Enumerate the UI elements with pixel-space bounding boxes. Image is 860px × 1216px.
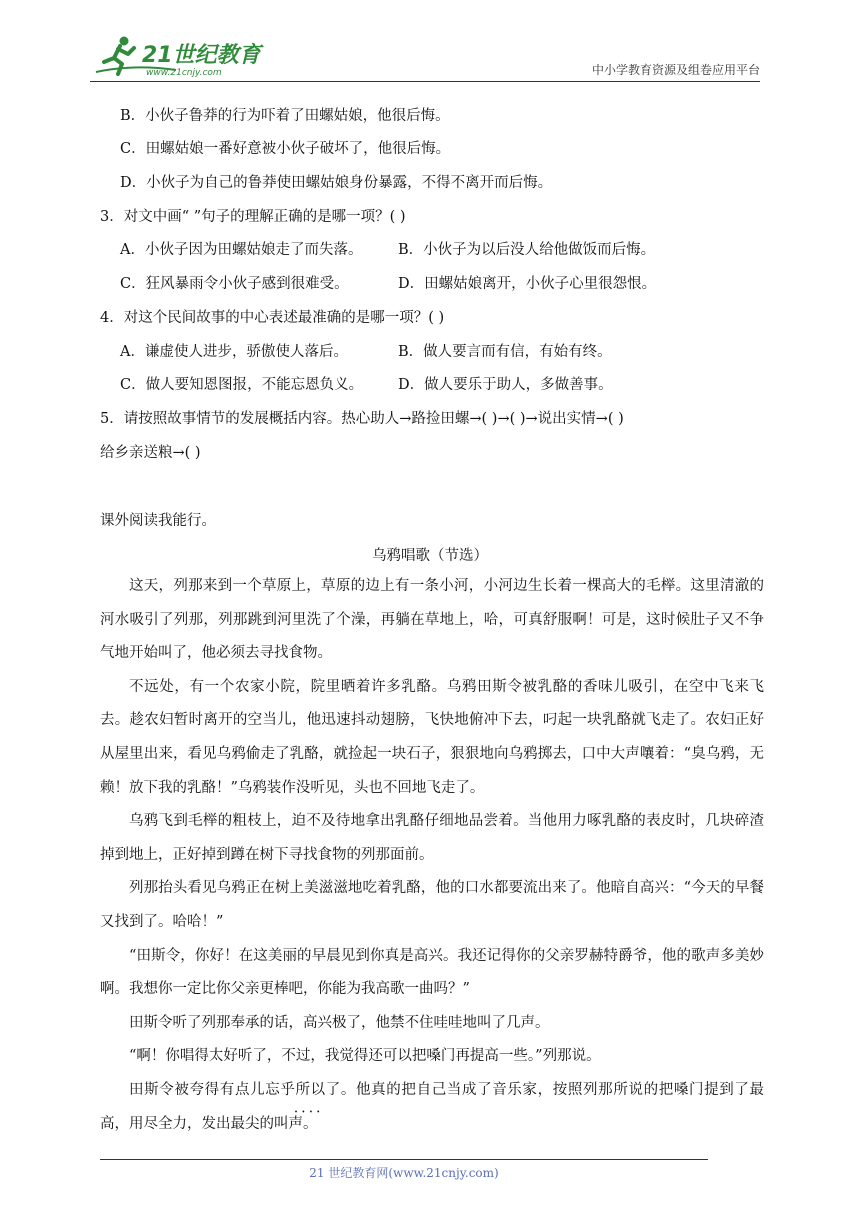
q4-option-b: B．做人要言而有信，有始有终。 xyxy=(398,344,612,360)
story-paragraph-4: 列那抬头看见乌鸦正在树上美滋滋地吃着乳酪，他的口水都要流出来了。他暗自高兴：“今天的早餐又找到了。哈哈！” xyxy=(100,880,764,930)
q5-line-1: 5．请按照故事情节的发展概括内容。热心助人→路捡田螺→( )→( )→说出实情→( ) xyxy=(100,411,624,427)
q3-option-a: A．小伙子因为田螺姑娘走了而失落。 xyxy=(120,242,363,258)
q4-option-c: C．做人要知恩图报，不能忘恩负义。 xyxy=(120,377,364,393)
q4-option-a: A．谦虚使人进步，骄傲使人落后。 xyxy=(120,344,348,360)
footer-divider xyxy=(100,1159,708,1160)
q2-option-b: B．小伙子鲁莽的行为吓着了田螺姑娘，他很后悔。 xyxy=(120,108,450,124)
story-paragraph-8-end: 了。他真的把自己当成了音乐家，按照列那所说的把嗓门提到了最高，用尽全力，发出最尖的叫声。 xyxy=(100,1081,765,1132)
section-heading: 课外阅读我能行。 xyxy=(100,513,216,529)
q3-option-b: B．小伙子为以后没人给他做饭而后悔。 xyxy=(398,242,656,258)
logo-text: 21世纪教育 xyxy=(142,43,261,68)
header-divider xyxy=(90,81,760,82)
q4-stem: 4．对这个民间故事的中心表述最准确的是哪一项？( ) xyxy=(100,310,445,326)
story-paragraph-1: 这天，列那来到一个草原上，草原的边上有一条小河，小河边生长着一棵高大的毛榉。这里清澈的河水吸引了列那，列那跳到河里洗了个澡，再躺在草地上，哈，可真舒服啊！可是，这时候肚子又不争气地开始叫了，他必须去寻找食物。 xyxy=(100,578,764,662)
site-logo xyxy=(94,34,264,78)
story-paragraph-2: 不远处，有一个农家小院，院里晒着许多乳酪。乌鸦田斯令被乳酪的香味儿吸引，在空中飞来飞去。趁农妇暂时离开的空当儿，他迅速抖动翅膀，飞快地俯冲下去，叼起一块乳酪就飞走了。农妇正好从屋里出来，看见乌鸦偷走了乳酪，就捡起一块石子，狠狠地向乌鸦掷去，口中大声嚷着：“臭乌鸦，无赖！放下我的乳酪！”乌鸦装作没听见，头也不回地飞走了。 xyxy=(100,678,764,796)
platform-label: 中小学教育资源及组卷应用平台 xyxy=(591,63,760,77)
q5-line-2: 给乡亲送粮→( ) xyxy=(100,445,201,461)
story-paragraph-3: 乌鸦飞到毛榉的粗枝上，迫不及待地拿出乳酪仔细地品尝着。当他用力啄乳酪的表皮时，几块碎渣掉到地上，正好掉到蹲在树下寻找食物的列那面前。 xyxy=(100,813,764,863)
q3-option-c: C．狂风暴雨令小伙子感到很难受。 xyxy=(120,276,349,292)
q4-option-d: D．做人要乐于助人，多做善事。 xyxy=(398,377,613,393)
q2-option-c: C．田螺姑娘一番好意被小伙子破坏了，他很后悔。 xyxy=(120,141,451,157)
story-paragraph-5: “田斯令，你好！在这美丽的早晨见到你真是高兴。我还记得你的父亲罗赫特爵爷，他的歌声多美妙啊。我想你一定比你父亲更棒吧，你能为我高歌一曲吗？” xyxy=(100,947,764,998)
story-paragraph-6: 田斯令听了列那奉承的话，高兴极了，他禁不住哇哇地叫了几声。 xyxy=(129,1014,550,1031)
story-paragraph-8 xyxy=(100,1074,764,1141)
page-header xyxy=(90,30,760,82)
story-paragraph-7: “啊！你唱得太好听了，不过，我觉得还可以把嗓门再提高一些。”列那说。 xyxy=(129,1048,601,1065)
logo-url: www.21cnjy.com xyxy=(146,68,222,78)
page-footer: 21 世纪教育网(www.21cnjy.com) xyxy=(309,1166,499,1180)
q3-option-d: D．田螺姑娘离开，小伙子心里很怨恨。 xyxy=(398,276,657,292)
dotted-phrase: 忘乎所以 • • xyxy=(265,1082,326,1098)
story-title: 乌鸦唱歌（节选） xyxy=(372,548,488,564)
q2-option-d: D．小伙子为自己的鲁莽使田螺姑娘身份暴露，不得不离开而后悔。 xyxy=(120,175,553,191)
story-body xyxy=(100,570,764,1141)
story-paragraph-8-start: 田斯令被夸得有点儿 xyxy=(129,1081,266,1098)
q3-stem: 3．对文中画“ ”句子的理解正确的是哪一项？( ) xyxy=(100,209,406,225)
